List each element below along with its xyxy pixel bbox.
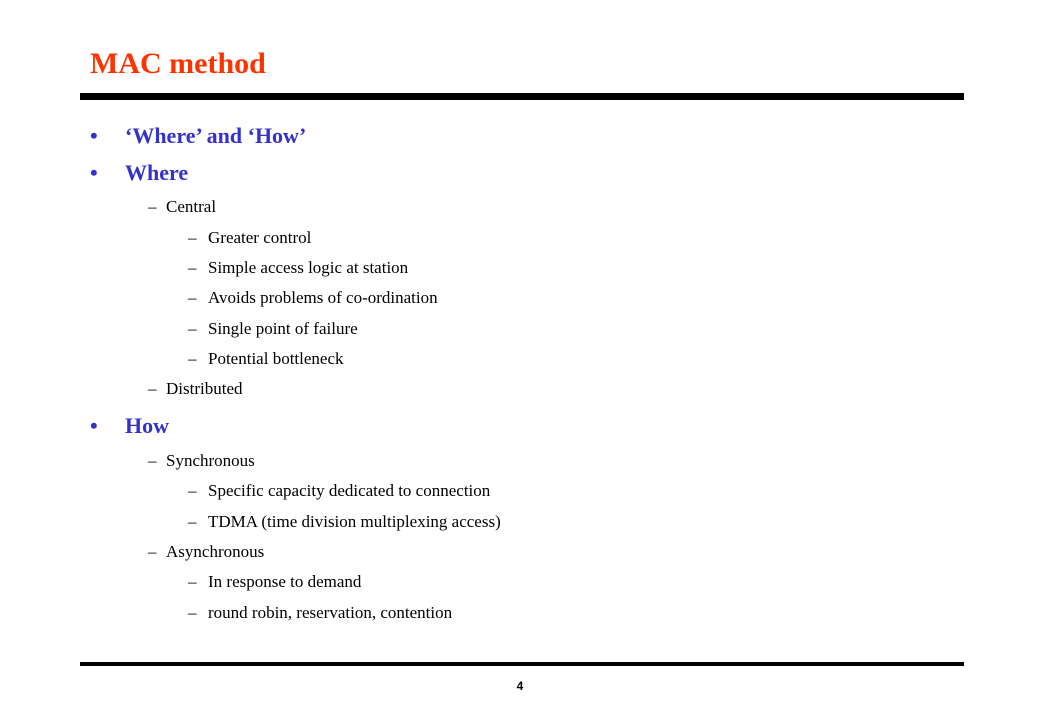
sub-sub-item-text: Greater control	[208, 228, 312, 247]
dash-icon: –	[188, 319, 197, 338]
sub-item-text: Asynchronous	[166, 542, 265, 561]
dash-icon: –	[148, 197, 157, 216]
sub-sub-item-text: Single point of failure	[208, 319, 358, 338]
bullet-icon: •	[90, 123, 98, 148]
dash-icon: –	[148, 542, 157, 561]
dash-icon: –	[188, 572, 197, 591]
dash-icon: –	[188, 481, 197, 500]
bottom-divider	[80, 662, 964, 666]
sub-sub-item-text: TDMA (time division multiplexing access)	[208, 512, 501, 531]
dash-icon: –	[188, 258, 197, 277]
bullet-text: How	[125, 413, 169, 438]
bullet-icon: •	[90, 160, 98, 185]
sub-sub-item-text: Potential bottleneck	[208, 349, 344, 368]
dash-icon: –	[148, 451, 157, 470]
bullet-text: Where	[125, 160, 189, 185]
slide-title: MAC method	[90, 47, 266, 80]
sub-item-text: Central	[166, 197, 217, 216]
dash-icon: –	[188, 349, 197, 368]
sub-sub-item-text: round robin, reservation, contention	[208, 603, 453, 622]
sub-sub-item-text: Avoids problems of co-ordination	[208, 288, 438, 307]
sub-sub-item-text: Simple access logic at station	[208, 258, 409, 277]
sub-item-text: Distributed	[166, 379, 243, 398]
bullet-icon: •	[90, 413, 98, 438]
dash-icon: –	[148, 379, 157, 398]
page-number: 4	[516, 679, 524, 693]
dash-icon: –	[188, 512, 197, 531]
dash-icon: –	[188, 603, 197, 622]
dash-icon: –	[188, 288, 197, 307]
sub-item-text: Synchronous	[166, 451, 255, 470]
dash-icon: –	[188, 228, 197, 247]
sub-sub-item-text: Specific capacity dedicated to connection	[208, 481, 491, 500]
bullet-text: ‘Where’ and ‘How’	[125, 123, 307, 148]
sub-sub-item-text: In response to demand	[208, 572, 362, 591]
